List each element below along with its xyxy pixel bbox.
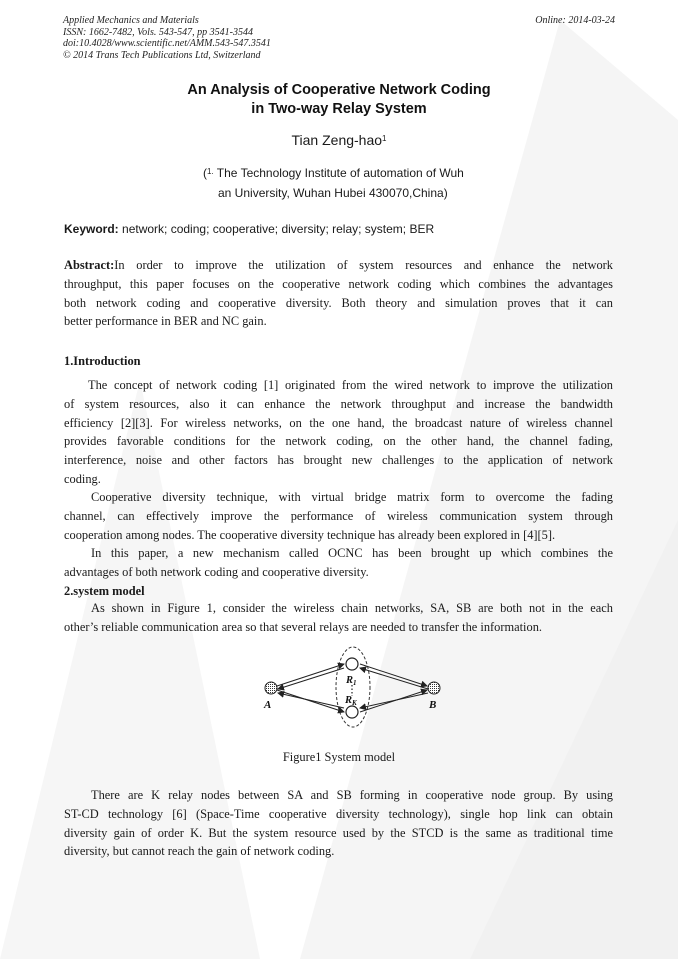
system-model-paragraph bbox=[64, 599, 613, 637]
affiliation-text: The Technology Institute of automation of Wuh bbox=[213, 166, 464, 180]
link-r1-a bbox=[278, 668, 344, 689]
journal-info-line: Applied Mechanics and Materials bbox=[63, 15, 199, 26]
link-b-r1 bbox=[360, 668, 428, 689]
abstract-text: In order to improve the utilization of system resources and enhance the network bbox=[114, 258, 613, 272]
author-mark: 1 bbox=[382, 134, 387, 143]
paragraph-line: There are K relay nodes between SA and SB forming in cooperative node group. By using bbox=[91, 788, 613, 802]
mechanism-paragraph bbox=[64, 544, 613, 582]
paragraph-line: other’s reliable communication area so that several relays are needed to transfer the information. bbox=[64, 619, 542, 634]
affiliation-open: ( bbox=[203, 166, 207, 180]
journal-info bbox=[63, 15, 271, 61]
node-r1 bbox=[346, 658, 358, 670]
section-heading: 1.Introduction bbox=[64, 354, 141, 368]
paragraph-line: Cooperative diversity technique, with virtual bridge matrix form to overcome the fading bbox=[91, 490, 613, 504]
keywords bbox=[64, 221, 614, 237]
paper-title bbox=[0, 81, 678, 119]
link-b-rk bbox=[360, 693, 428, 708]
link-rk-a bbox=[278, 693, 344, 708]
keyword-text: network; coding; cooperative; diversity; relay; system; BER bbox=[118, 222, 435, 236]
node-b-label: B bbox=[429, 699, 437, 711]
relay-r1-label: R1 bbox=[346, 675, 357, 687]
paragraph-line: In this paper, a new mechanism called OCNC has been brought up which combines the bbox=[91, 546, 613, 560]
node-a bbox=[265, 682, 277, 694]
paragraph-line: As shown in Figure 1, consider the wireless chain networks, SA, SB are both not in the each bbox=[91, 601, 613, 615]
paper-title-line: in Two-way Relay System bbox=[251, 101, 427, 117]
node-a-label: A bbox=[264, 699, 272, 711]
abstract-label: Abstract: bbox=[64, 258, 115, 272]
relay-rk-label: RK bbox=[345, 695, 357, 707]
paragraph-line: coding. bbox=[64, 471, 101, 486]
journal-info-line: © 2014 Trans Tech Publications Ltd, Switzerland bbox=[63, 49, 261, 61]
cooperative-paragraph bbox=[64, 488, 613, 544]
paragraph-line: efficiency [2][3]. For wireless networks, on the one hand, the broadcast nature of wireless channel bbox=[64, 415, 613, 430]
abstract-line: throughput, this paper focuses on the cooperative network coding which combines the advantages bbox=[64, 276, 613, 291]
journal-info-line: ISSN: 1662-7482, Vols. 543-547, pp 3541-3544 bbox=[63, 26, 253, 38]
node-rk bbox=[346, 706, 358, 718]
paragraph-line: diversity gain of order K. But the system resource used by the STCD is the same as traditional time bbox=[64, 825, 613, 840]
paragraph-line: cooperation among nodes. The cooperative diversity technique has already been explored in [4][5]. bbox=[64, 527, 556, 542]
paragraph-line: of system resources, also it can enhance the network throughput and increase the bandwidth bbox=[64, 396, 613, 411]
online-date: Online: 2014-03-24 bbox=[535, 15, 615, 26]
author bbox=[0, 131, 678, 149]
figure-caption: Figure1 System model bbox=[282, 750, 396, 764]
paragraph-line: interference, noise and other factors has brought new challenges to the application of network bbox=[64, 453, 613, 468]
paragraph-line: channel, can effectively improve the performance of wireless communication system through bbox=[64, 508, 613, 523]
affiliation-line bbox=[203, 163, 464, 183]
journal-info-line: doi:10.4028/www.scientific.net/AMM.543-547.3541 bbox=[63, 38, 271, 49]
link-a-rk bbox=[277, 690, 344, 712]
link-a-r1 bbox=[277, 664, 344, 686]
affiliation-line: an University, Wuhan Hubei 430070,China) bbox=[218, 186, 448, 200]
keyword-label: Keyword: bbox=[64, 222, 119, 236]
paragraph-line: The concept of network coding [1] originated from the wired network to improve the utilization bbox=[88, 378, 613, 392]
paper-title-line: An Analysis of Cooperative Network Coding bbox=[187, 82, 491, 98]
system-model-diagram bbox=[258, 646, 448, 728]
abstract bbox=[64, 256, 613, 331]
affiliation-mark: 1. bbox=[207, 167, 214, 176]
abstract-line: better performance in BER and NC gain. bbox=[64, 314, 267, 329]
paragraph-line: provides favorable conditions for the network coding, on the other hand, the channel fading, bbox=[64, 434, 613, 449]
abstract-line bbox=[64, 256, 613, 275]
relay-paragraph bbox=[64, 786, 613, 861]
author-name: Tian Zeng-hao bbox=[291, 132, 383, 148]
paragraph-line: advantages of both network coding and cooperative diversity. bbox=[64, 564, 369, 579]
intro-paragraph bbox=[64, 376, 613, 489]
figure-system-model bbox=[258, 646, 448, 728]
paragraph-line: diversity, but cannot reach the gain of network coding. bbox=[64, 844, 335, 859]
section-heading: 2.system model bbox=[64, 584, 145, 598]
node-b bbox=[428, 682, 440, 694]
paragraph-line: ST-CD technology [6] (Space-Time cooperative diversity technology), single hop link can obtain bbox=[64, 806, 613, 821]
abstract-line: both network coding and cooperative diversity. Both theory and simulation proves that it can bbox=[64, 295, 613, 310]
